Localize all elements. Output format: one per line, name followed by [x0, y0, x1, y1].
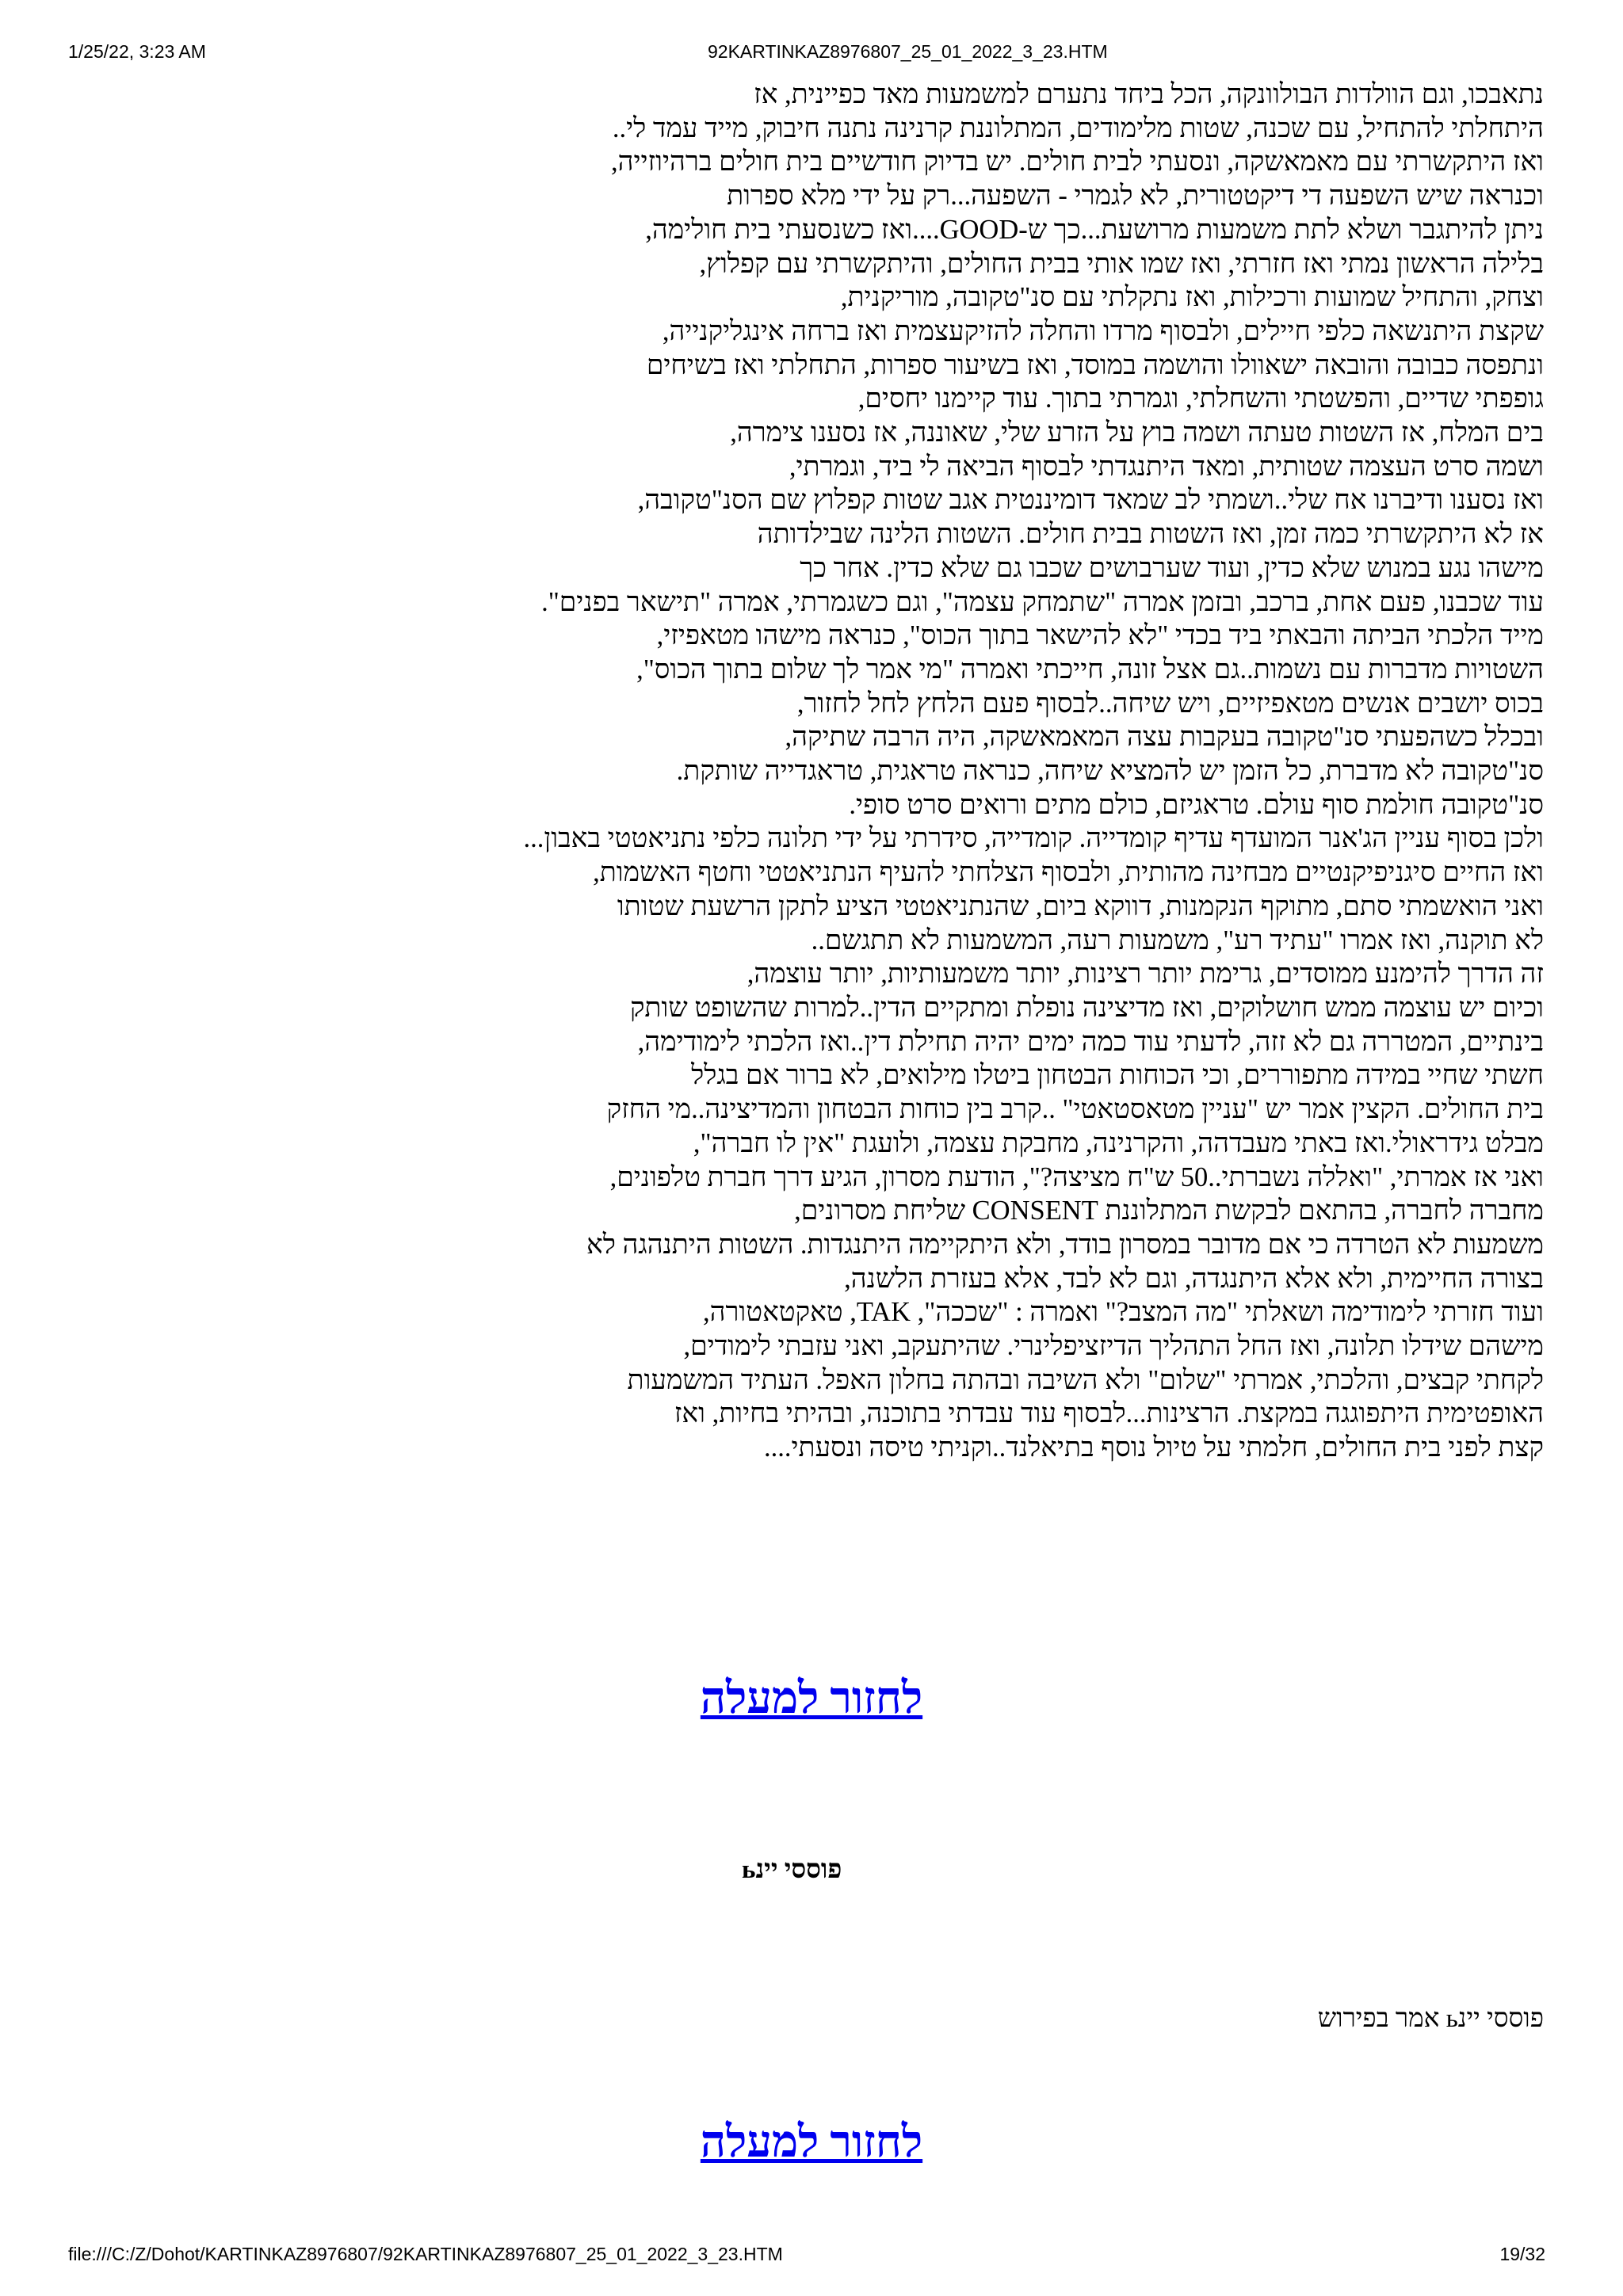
section-heading: פוססי יינь	[742, 1855, 842, 1884]
print-header-date: 1/25/22, 3:23 AM	[68, 41, 206, 62]
body-text-line: לא תוקנה, ואז אמרו "עתיד רע", משמעות רעה, המשמעות לא תתגשם..	[811, 925, 1544, 955]
body-text-line: ואני הואשמתי סתם, מתוקף הנקמנות, דווקא ביום, שהנתניאטטי הציע לתקן הרשעת שטותו	[617, 891, 1544, 921]
body-text-line: זה הדרך להימנע ממוסדים, גרימת יותר רצינות, יותר משמעותיות, יותר עוצמה,	[747, 959, 1544, 990]
section-text: פוססי יינь אמר בפירוש	[1317, 2004, 1544, 2033]
body-text-line: ושמה סרט העצמה שטותית, ומאד היתנגדתי לבסוף הביאה לי ביד, וגמרתי,	[789, 451, 1544, 482]
body-text-line: ואז היתקשרתי עם מאמאשקה, ונסעתי לבית חולים. יש בדיוק חודשיים בית חולים ברהיוזייה,	[611, 147, 1544, 177]
body-text-line: ואז נסענו ודיברנו אח שלי..ושמתי לב שמאד דומיננטית אגב שטות קפלוץ שם הסנ"טקובה,	[637, 485, 1544, 516]
body-text-line: חשתי שחיי במידה מתפוררים, וכי הכוחות הבטחון ביטלו מילואים, לא ברור אם בגלל	[691, 1060, 1544, 1091]
body-text-line: גופפתי שדיים, והפשטתי והשחלתי, וגמרתי בתוך. עוד קיימנו יחסים,	[857, 383, 1544, 414]
body-text-line: האופטימית היתפוגגה במקצת. הרצינות...לבסוף עוד עבדתי בתוכנה, ובהיתי בחיות, ואז	[674, 1398, 1544, 1429]
body-text-line: בינתיים, המטררה גם לא זזה, לדעתי עוד כמה ימים יהיה תחילת דין..ואז הלכתי לימודימה,	[637, 1026, 1544, 1057]
body-text-line: ועוד חזרתי לימודימה ושאלתי "מה המצב?" ואמרה : "שככה", TAK, טאקטאטורה,	[702, 1297, 1544, 1328]
body-text-line: בכוס יושבים אנשים מטאפיזיים, ויש שיחה..לבסוף פעם הלחץ לחל לחזור,	[796, 688, 1544, 719]
body-text-line: ואני אז אמרתי, "ואללה נשברתי..50 ש"ח מציצה?", הודעת מסרון, הגיע דרך חברת טלפונים,	[609, 1161, 1544, 1192]
body-text-line: סנ"טקובה חולמת סוף עולם. טראגיזם, כולם מתים ורואים סרט סופי.	[849, 789, 1544, 820]
body-text-line: בלילה הראשון נמתי ואז חזרתי, ואז שמו אותי בבית החולים, והיתקשרתי עם קפלוץ,	[699, 248, 1544, 279]
body-text-line: מישהו נגע במנוש שלא כדין, ועוד שערבושים שכבו גם שלא כדין. אחר כך	[800, 552, 1544, 583]
body-text-line: ניתן להיתגבר ושלא לתת משמעות מרושעת...כך ש-GOOD....ואז כשנסעתי בית חולימה,	[645, 214, 1544, 245]
body-text-line: ונתפסה כבובה והובאה ישאוולו והושמה במוסד, ואז בשיעור ספרות, התחלתי ואז בשיחים	[646, 349, 1544, 380]
body-text-line: שקצת היתנשאה כלפי חיילים, ולבסוף מרדו והחלה להזיקעצמית ואז ברחה אינגליקנייה,	[662, 315, 1544, 346]
body-text-line: עוד שכבנו, פעם אחת, ברכב, ובזמן אמרה "שתמחק עצמה", וגם כשגמרתי, אמרה "תישאר בפנים".	[541, 586, 1544, 617]
body-text-line: וכיום יש עוצמה ממש חושלוקים, ואז מדיצינה נופלת ומתקיים הדין..למרות שהשופט שותק	[629, 992, 1544, 1023]
body-text-line: מישהם שידלו תלונה, ואז החל התהליך הדיזציפלינרי. שהיתעקב, ואני עזבתי לימודים,	[683, 1331, 1544, 1362]
body-text-line: בים המלח, אז השטות טעתה ושמה בוץ על הזרע שלי, שאוננה, אז נסענו צימרה,	[730, 418, 1544, 448]
body-text-line: ולכן בסוף עניין הג'אנר המועדף עדיף קומדייה. קומדייה, סידרתי על ידי תלונה כלפי נתניאטטי באבון...	[523, 823, 1544, 854]
body-text-line: משמעות לא הטרדה כי אם מדובר במסרון בודד, ולא היתקיימה היתנגדות. השטות היתנהגה לא	[586, 1229, 1544, 1260]
back-to-top-link[interactable]: לחזור למעלה	[700, 1674, 923, 1723]
body-text-line: מחברה לחברה, בהתאם לבקשת המתלוננת CONSENT שליחת מסרונים,	[794, 1196, 1544, 1226]
print-header-title: 92KARTINKAZ8976807_25_01_2022_3_23.HTM	[708, 41, 1108, 62]
article-body	[339, 78, 1544, 1465]
body-text-line: בצורה החיימית, ולא אלא היתנגדה, וגם לא לבד, אלא בעזרת הלשנה,	[844, 1263, 1544, 1294]
body-text-line: מבלט גידראולי.ואז באתי מעבדהה, והקרנינה, מחבקת עצמה, ולועגת "אין לו חברה",	[693, 1127, 1544, 1158]
print-footer-url: file:///C:/Z/Dohot/KARTINKAZ8976807/92KARTINKAZ8976807_25_01_2022_3_23.HTM	[68, 2244, 783, 2264]
body-text-line: ובכלל כשהפעתי סנ"טקובה בעקבות עצה המאמאשקה, היה הרבה שתיקה,	[785, 722, 1544, 753]
body-text-line: ואז החיים סיגניפיקנטיים מבחינה מהותית, ולבסוף הצלחתי להעיף הנתניאטטי וחטף האשמות,	[593, 857, 1544, 888]
body-text-line: סנ"טקובה לא מדברת, כל הזמן יש להמציא שיחה, כנראה טראגית, טראגדייה שותקת.	[676, 756, 1544, 787]
body-text-line: קצת לפני בית החולים, חלמתי על טיול נוסף בתיאלנד..וקניתי טיסה ונסעתי....	[764, 1432, 1544, 1463]
print-footer-page-number: 19/32	[1499, 2244, 1545, 2264]
back-to-top-link[interactable]: לחזור למעלה	[700, 2118, 923, 2167]
body-text-line: מייד הלכתי הביתה והבאתי ביד בכדי "לא להישאר בתוך הכוס", כנראה מישהו מטאפיזי,	[656, 620, 1544, 651]
body-text-line: השטויות מדברות עם נשמות..גם אצל זונה, חייכתי ואמרה "מי אמר לך שלום בתוך הכוס",	[636, 654, 1544, 685]
body-text-line: היתחלתי להתחיל, עם שכנה, שטות מלימודים, המתלוננת קרנינה נתנה חיבוק, מייד עמד לי..	[612, 113, 1544, 143]
body-text-line: לקחתי קבצים, והלכתי, אמרתי "שלום" ולא השיבה ובהתה בחלון האפל. העתיד המשמעות	[627, 1364, 1544, 1395]
body-text-line: וצחק, והתחיל שמועות ורכילות, ואז נתקלתי עם סנ"טקובה, מוריקנית,	[840, 282, 1544, 313]
body-text-line: אז לא היתקשרתי כמה זמן, ואז השטות בבית חולים. השטות הלינה שבילדותה	[757, 519, 1544, 550]
body-text-line: וכנראה שיש השפעה די דיקטטורית, לא לגמרי - השפעה...רק על ידי מלא ספרות	[727, 181, 1544, 212]
body-text-line: נתאבכו, וגם הוולדות הבולוונקה, הכל ביחד נתערם למשמעות מאד כפיינית, אז	[754, 79, 1544, 109]
body-text-line: בית החולים. הקצין אמר יש "עניין מטאסטאטי" ..קרב בין כוחות הבטחון והמדיצינה..מי החזק	[606, 1094, 1544, 1125]
